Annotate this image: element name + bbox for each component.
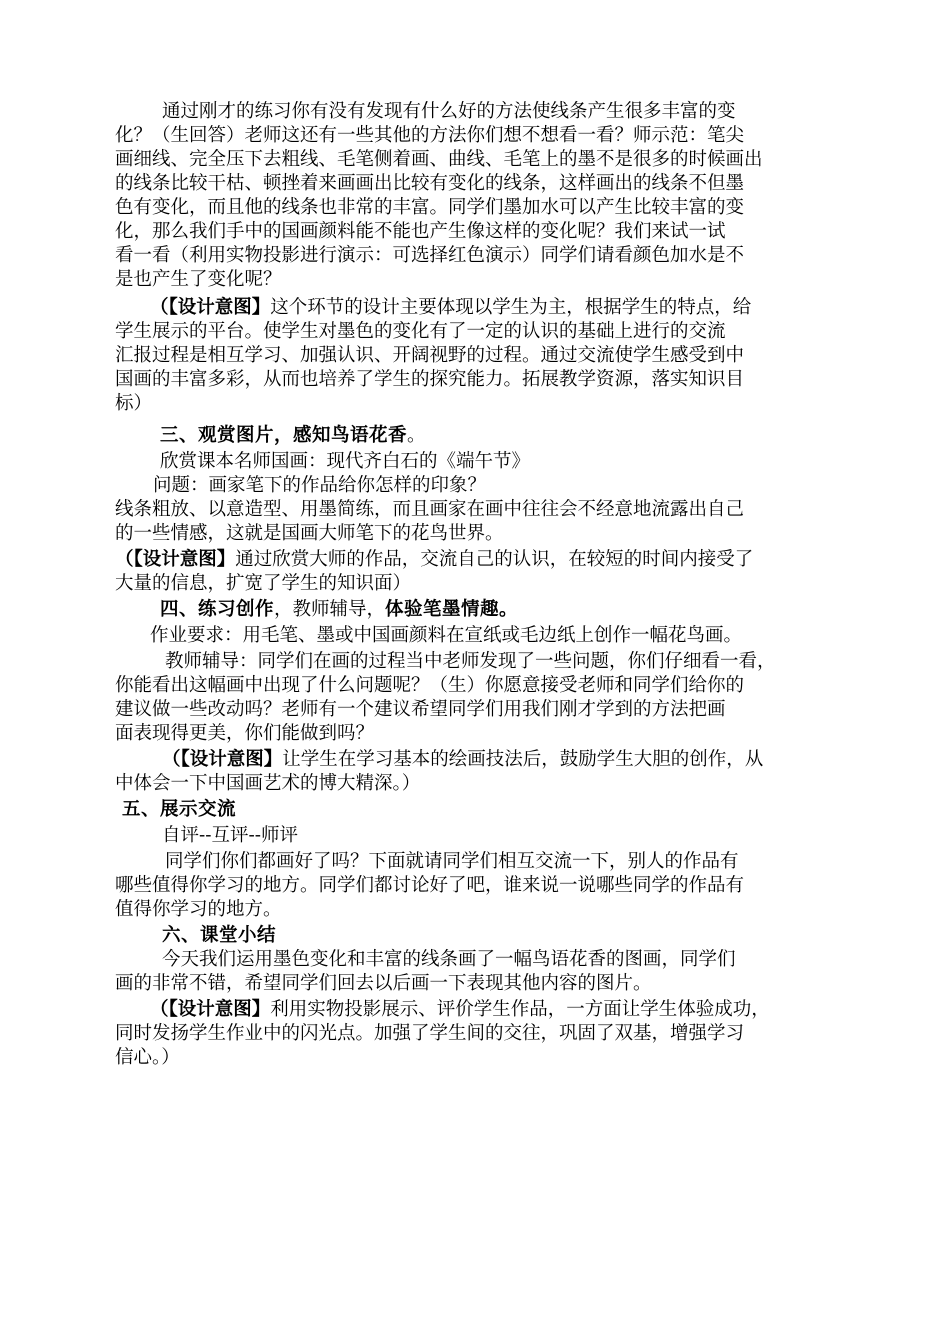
paragraph-line bbox=[160, 450, 530, 474]
paragraph-line bbox=[115, 196, 744, 220]
line-text: 同学们你们都画好了吗？下面就请同学们相互交流一下，别人的作品有 bbox=[165, 851, 739, 872]
line-text: 汇报过程是相互学习、加强认识、开阔视野的过程。通过交流使学生感受到中 bbox=[115, 345, 745, 366]
section-title: 三、观赏图片，感知鸟语花香 bbox=[160, 425, 408, 446]
design-intent-line bbox=[150, 296, 751, 320]
line-text: 你能看出这幅画中出现了什么问题呢？（生）你愿意接受老师和同学们给你的 bbox=[115, 675, 745, 696]
paragraph-line bbox=[115, 148, 763, 172]
paragraph-line bbox=[115, 320, 726, 344]
line-text: 学生展示的平台。使学生对墨色的变化有了一定的认识的基础上进行的交流 bbox=[115, 321, 726, 342]
paragraph-line bbox=[115, 124, 744, 148]
paragraph-line bbox=[115, 244, 744, 268]
design-intent-line bbox=[115, 548, 753, 572]
line-text: 化，那么我们手中的国画颜料能不能也产生像这样的变化呢？我们来试一试 bbox=[115, 221, 726, 242]
design-intent-label: （【设计意图】 bbox=[150, 999, 271, 1020]
line-text: 通过刚才的练习你有没有发现有什么好的方法使线条产生很多丰富的变 bbox=[162, 101, 736, 122]
line-text: 同时发扬学生作业中的闪光点。加强了学生间的交往，巩固了双基，增强学习 bbox=[115, 1023, 745, 1044]
line-text: 自评--互评--师评 bbox=[162, 825, 299, 846]
paragraph-line bbox=[115, 268, 282, 292]
paragraph-line bbox=[150, 624, 742, 648]
line-text: 值得你学习的地方。 bbox=[115, 899, 282, 920]
paragraph-line bbox=[162, 824, 298, 848]
paragraph-line bbox=[115, 344, 744, 368]
line-text: 色有变化，而且他的线条也非常的丰富。同学们墨加水可以产生比较丰富的变 bbox=[115, 197, 745, 218]
line-text: 线条粗放、以意造型、用墨简练，而且画家在画中往往会不经意地流露出自己 bbox=[115, 499, 745, 520]
line-text: 是也产生了变化呢？ bbox=[115, 269, 282, 290]
line-text: 大量的信息，扩宽了学生的知识面） bbox=[115, 573, 412, 594]
section-title: 六、课堂小结 bbox=[162, 925, 277, 946]
line-text: 让学生在学习基本的绘画技法后，鼓励学生大胆的创作，从 bbox=[282, 749, 764, 770]
paragraph-line bbox=[115, 874, 744, 898]
line-text: 国画的丰富多彩，从而也培养了学生的探究能力。拓展教学资源，落实知识目 bbox=[115, 369, 745, 390]
line-text: 画细线、完全压下去粗线、毛笔侧着画、曲线、毛笔上的墨不是很多的时候画出 bbox=[115, 149, 763, 170]
section-heading-6 bbox=[162, 924, 276, 948]
paragraph-line bbox=[115, 220, 726, 244]
line-text: 信心。） bbox=[115, 1047, 180, 1068]
line-text: 哪些值得你学习的地方。同学们都讨论好了吧，谁来说一说哪些同学的作品有 bbox=[115, 875, 745, 896]
paragraph-line bbox=[162, 948, 736, 972]
paragraph-line bbox=[115, 1046, 180, 1070]
section-title: 五、展示交流 bbox=[122, 799, 237, 820]
section-title-emphasis: 体验笔墨情趣。 bbox=[385, 599, 519, 620]
line-text: 化？（生回答）老师这还有一些其他的方法你们想不想看一看？师示范：笔尖 bbox=[115, 125, 745, 146]
design-intent-label: （【设计意图】 bbox=[150, 297, 271, 318]
paragraph-line bbox=[115, 572, 411, 596]
design-intent-line bbox=[150, 998, 770, 1022]
paragraph-line bbox=[115, 722, 374, 746]
design-intent-label: （【设计意图】 bbox=[162, 749, 283, 770]
line-text: 面表现得更美，你们能做到吗？ bbox=[115, 723, 375, 744]
line-text: 建议做一些改动吗？老师有一个建议希望同学们用我们刚才学到的方法把画 bbox=[115, 699, 726, 720]
section-heading-5 bbox=[122, 798, 236, 822]
section-title: 四、练习创作 bbox=[160, 599, 275, 620]
line-text: 看一看（利用实物投影进行演示：可选择红色演示）同学们请看颜色加水是不 bbox=[115, 245, 745, 266]
paragraph-line bbox=[115, 498, 744, 522]
section-heading-3 bbox=[160, 424, 426, 448]
line-text: 这个环节的设计主要体现以学生为主，根据学生的特点，给 bbox=[270, 297, 752, 318]
line-text: 利用实物投影展示、评价学生作品，一方面让学生体验成功， bbox=[270, 999, 770, 1020]
line-text: 教师辅导：同学们在画的过程当中老师发现了一些问题，你们仔细看一看， bbox=[165, 651, 776, 672]
design-intent-label: （【设计意图】 bbox=[115, 549, 236, 570]
paragraph-line bbox=[115, 772, 420, 796]
paragraph-line bbox=[115, 392, 152, 416]
line-text: 画的非常不错，希望同学们回去以后画一下表现其他内容的图片。 bbox=[115, 973, 652, 994]
line-text: 问题：画家笔下的作品给你怎样的印象？ bbox=[153, 475, 487, 496]
paragraph-line bbox=[115, 522, 504, 546]
paragraph-line bbox=[115, 172, 744, 196]
section-heading-4 bbox=[160, 598, 518, 622]
line-text: 作业要求：用毛笔、墨或中国画颜料在宣纸或毛边纸上创作一幅花鸟画。 bbox=[150, 625, 743, 646]
paragraph-line bbox=[115, 1022, 744, 1046]
line-text: 今天我们运用墨色变化和丰富的线条画了一幅鸟语花香的图画，同学们 bbox=[162, 949, 736, 970]
line-text: 中体会一下中国画艺术的博大精深。） bbox=[115, 773, 421, 794]
paragraph-line bbox=[115, 368, 744, 392]
line-text: 标） bbox=[115, 393, 153, 414]
paragraph-line bbox=[162, 100, 736, 124]
line-text: 通过欣赏大师的作品，交流自己的认识，在较短的时间内接受了 bbox=[235, 549, 754, 570]
paragraph-line bbox=[165, 850, 739, 874]
line-text: 的一些情感，这就是国画大师笔下的花鸟世界。 bbox=[115, 523, 504, 544]
paragraph-line bbox=[115, 698, 726, 722]
paragraph-line bbox=[115, 972, 652, 996]
paragraph-line bbox=[115, 674, 744, 698]
line-text: 欣赏课本名师国画：现代齐白石的《端午节》 bbox=[160, 451, 531, 472]
line-text: ，教师辅导， bbox=[274, 599, 386, 620]
line-text: 。 bbox=[407, 425, 426, 446]
paragraph-line bbox=[165, 650, 776, 674]
paragraph-line bbox=[115, 898, 282, 922]
design-intent-line bbox=[162, 748, 763, 772]
paragraph-line bbox=[153, 474, 486, 498]
line-text: 的线条比较干枯、顿挫着来画画出比较有变化的线条，这样画出的线条不但墨 bbox=[115, 173, 745, 194]
